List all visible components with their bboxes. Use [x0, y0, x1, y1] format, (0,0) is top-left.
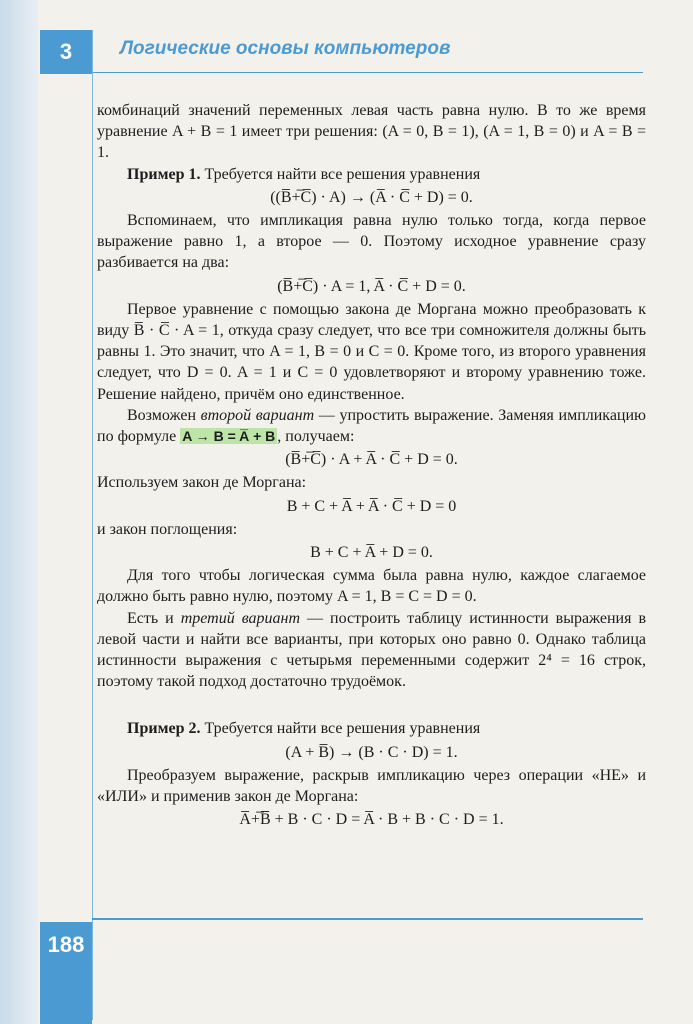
paragraph: и закон поглощения:	[97, 520, 238, 538]
formula: B + C + A̅ + A̅ · C̅ + D = 0	[286, 497, 457, 515]
margin-rule	[92, 30, 93, 1020]
header-rule	[92, 72, 643, 73]
paragraph: Используем закон де Моргана:	[97, 474, 307, 492]
highlighted-formula: A → B = A̅ + B	[182, 428, 276, 445]
paragraph: Возможен второй вариант — упростить выражение. Заменяя импликацию по формуле A → B = A̅ + B , получаем:	[97, 406, 647, 446]
chapter-title: Логические основы компьютеров	[120, 38, 451, 59]
footer-rule	[92, 918, 643, 920]
formula: (A + B̅) → (B · C · D) = 1.	[285, 743, 458, 761]
paragraph: Для того чтобы логическая сумма была равна нулю, каждое слагаемое должно быть равно нулю, поэтому A = 1, B = C = D = 0.	[97, 567, 646, 606]
paragraph: Есть и третий вариант — построить таблицу истинности выражения в левой части и найти все варианты, при которых оно равно 0. Однако таблица истинности выражения с четырьмя переменными содержит 2⁴ = 16 строк, поэтому такой подход достаточно трудоёмок.	[97, 609, 647, 691]
paragraph: Вспоминаем, что импликация равна нулю только тогда, когда первое выражение равно 1, а второе — 0. Поэтому исходное уравнение сразу разбивается на два:	[97, 212, 646, 272]
formula: (B̅+̅C̅) · A + A̅ · C̅ + D = 0.	[285, 451, 458, 469]
formula: A̅+̅B̅̅ + B · C · D = A̅ · B + B · C · D = 1.	[239, 811, 504, 829]
chapter-number: 3	[40, 30, 92, 74]
formula: ((B̅+̅C̅) · A) → (A̅ · C̅ + D) = 0.	[270, 188, 473, 206]
paragraph: комбинаций значений переменных левая часть равна нулю. В то же время уравнение A + B = 1 имеет три решения: (A = 0, B = 1), (A = 1, B = 0) и A = B = 1.	[97, 102, 646, 162]
page-spine-shade	[0, 0, 38, 1024]
page-body	[97, 100, 646, 833]
formula: (B̅+̅C̅) · A = 1, A̅ · C̅ + D = 0.	[277, 277, 466, 295]
example-1-statement: Пример 1. Требуется найти все решения уравнения	[127, 165, 481, 183]
paragraph: Первое уравнение с помощью закона де Моргана можно преобразовать к виду B̅ · C̅ · A = 1, откуда сразу следует, что все три сомножителя должны быть равны 1. Это значит, что A = 1, B = 0 и C = 0. Кроме того, из второго уравнения следует, что D = 0. A = 1 и C = 0 удовлетворяют и второму уравнению тоже. Решение найдено, причём оно единственное.	[97, 300, 646, 403]
paragraph: Преобразуем выражение, раскрыв импликацию через операции «НЕ» и «ИЛИ» и применив закон де Моргана:	[97, 766, 646, 806]
page-number: 188	[40, 922, 92, 1024]
formula: B + C + A̅ + D = 0.	[310, 544, 433, 562]
example-2-statement: Пример 2. Требуется найти все решения уравнения	[127, 720, 481, 738]
